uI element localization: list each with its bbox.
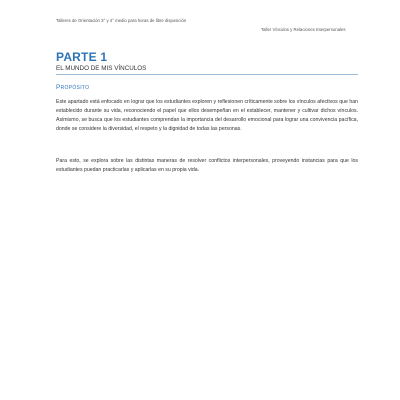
title-divider [56, 74, 358, 75]
body-paragraph: Para esto, se explora sobre las distintas maneras de resolver conflictos interpersonales, proveyendo instancias para que los estudiantes puedan practicarlas y aplicarlas en su propia vida. [56, 158, 358, 174]
header-document-series: Talleres de Orientación 3° y 4° medio para horas de libre disposición [56, 18, 187, 23]
header-workshop-name: Taller Vínculos y Relaciones Interpersonales [261, 27, 346, 32]
section-heading: Propósito [56, 84, 90, 91]
part-subtitle: EL MUNDO DE MIS VÍNCULOS [56, 65, 147, 72]
part-title: PARTE 1 [56, 50, 108, 64]
body-paragraph: Este apartado está enfocado en lograr que los estudiantes exploren y reflexionen críticamente sobre los vínculos afectivos que han establecido durante su vida, reconociendo el papel que ellos desempeñan en el establecer, mantener y cultivar dichos vínculos. Asimismo, se busca que los estudiantes comprendan la importancia del desarrollo emocional para lograr una convivencia pacífica, donde se considere la diversidad, el respeto y la dignidad de todas las personas. [56, 99, 358, 133]
